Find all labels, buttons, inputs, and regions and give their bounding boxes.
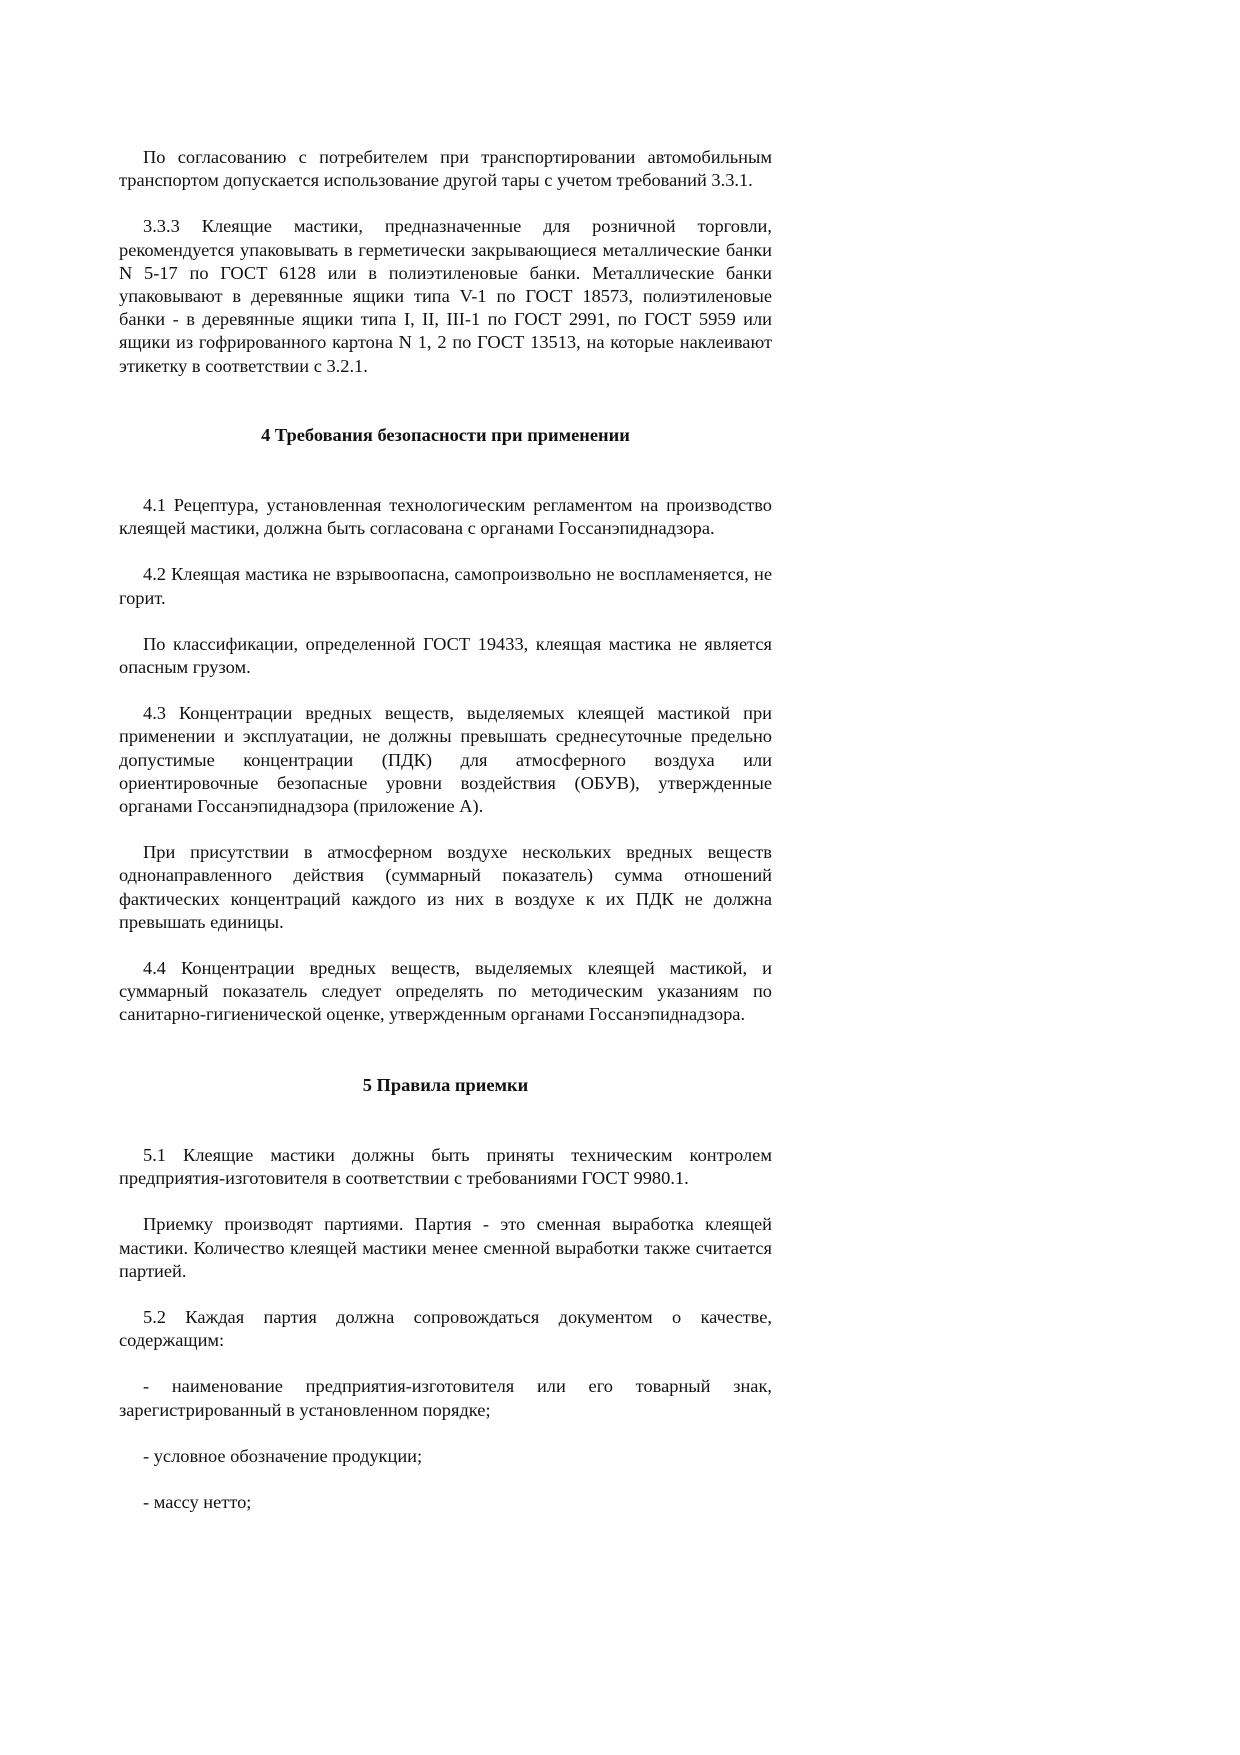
- paragraph: 3.3.3 Клеящие мастики, предназначенные для розничной торговли, рекомендуется упаковывать в герметически закрывающиеся металлические банки N 5-17 по ГОСТ 6128 или в полиэтиленовые банки. Металлические банки упаковывают в деревянные ящики типа V-1 по ГОСТ 18573, полиэтиленовые банки - в деревянные ящики типа I, II, III-1 по ГОСТ 2991, по ГОСТ 5959 или ящики из гофрированного картона N 1, 2 по ГОСТ 13513, на которые наклеивают этикетку в соответствии с 3.2.1.: [119, 216, 772, 376]
- document-page: [119, 146, 772, 1537]
- paragraph: При присутствии в атмосферном воздухе нескольких вредных веществ однонаправленного действия (суммарный показатель) сумма отношений фактических концентраций каждого из них в воздухе к их ПДК не должна превышать единицы.: [119, 842, 772, 932]
- paragraph: По согласованию с потребителем при транспортировании автомобильным транспортом допускается использование другой тары с учетом требований 3.3.1.: [119, 147, 772, 191]
- paragraph: 4.1 Рецептура, установленная технологическим регламентом на производство клеящей мастики, должна быть согласована с органами Госсанэпиднадзора.: [119, 495, 772, 539]
- list-item: - наименование предприятия-изготовителя или его товарный знак, зарегистрированный в установленном порядке;: [119, 1376, 772, 1420]
- paragraph: 5.1 Клеящие мастики должны быть приняты техническим контролем предприятия-изготовителя в соответствии с требованиями ГОСТ 9980.1.: [119, 1144, 772, 1189]
- paragraph: Приемку производят партиями. Партия - это сменная выработка клеящей мастики. Количество клеящей мастики менее сменной выработки также считается партией.: [119, 1214, 772, 1281]
- list-item: - условное обозначение продукции;: [143, 1445, 423, 1466]
- paragraph: 5.2 Каждая партия должна сопровождаться документом о качестве, содержащим:: [119, 1306, 772, 1351]
- section-5-heading: 5 Правила приемки: [362, 1074, 529, 1095]
- paragraph: По классификации, определенной ГОСТ 19433, клеящая мастика не является опасным грузом.: [119, 633, 772, 678]
- paragraph: 4.4 Концентрации вредных веществ, выделяемых клеящей мастикой, и суммарный показатель следует определять по методическим указаниям по санитарно-гигиенической оценке, утвержденным органами Госсанэпиднадзора.: [119, 958, 772, 1025]
- paragraph: 4.3 Концентрации вредных веществ, выделяемых клеящей мастикой при применении и эксплуатации, не должны превышать среднесуточные предельно допустимые концентрации (ПДК) для атмосферного воздуха или ориентировочные безопасные уровни воздействия (ОБУВ), утвержденные органами Госсанэпиднадзора (приложение А).: [119, 703, 772, 817]
- section-4-heading: 4 Требования безопасности при применении: [261, 424, 630, 445]
- paragraph: 4.2 Клеящая мастика не взрывоопасна, самопроизвольно не воспламеняется, не горит.: [119, 564, 772, 608]
- list-item: - массу нетто;: [143, 1491, 252, 1512]
